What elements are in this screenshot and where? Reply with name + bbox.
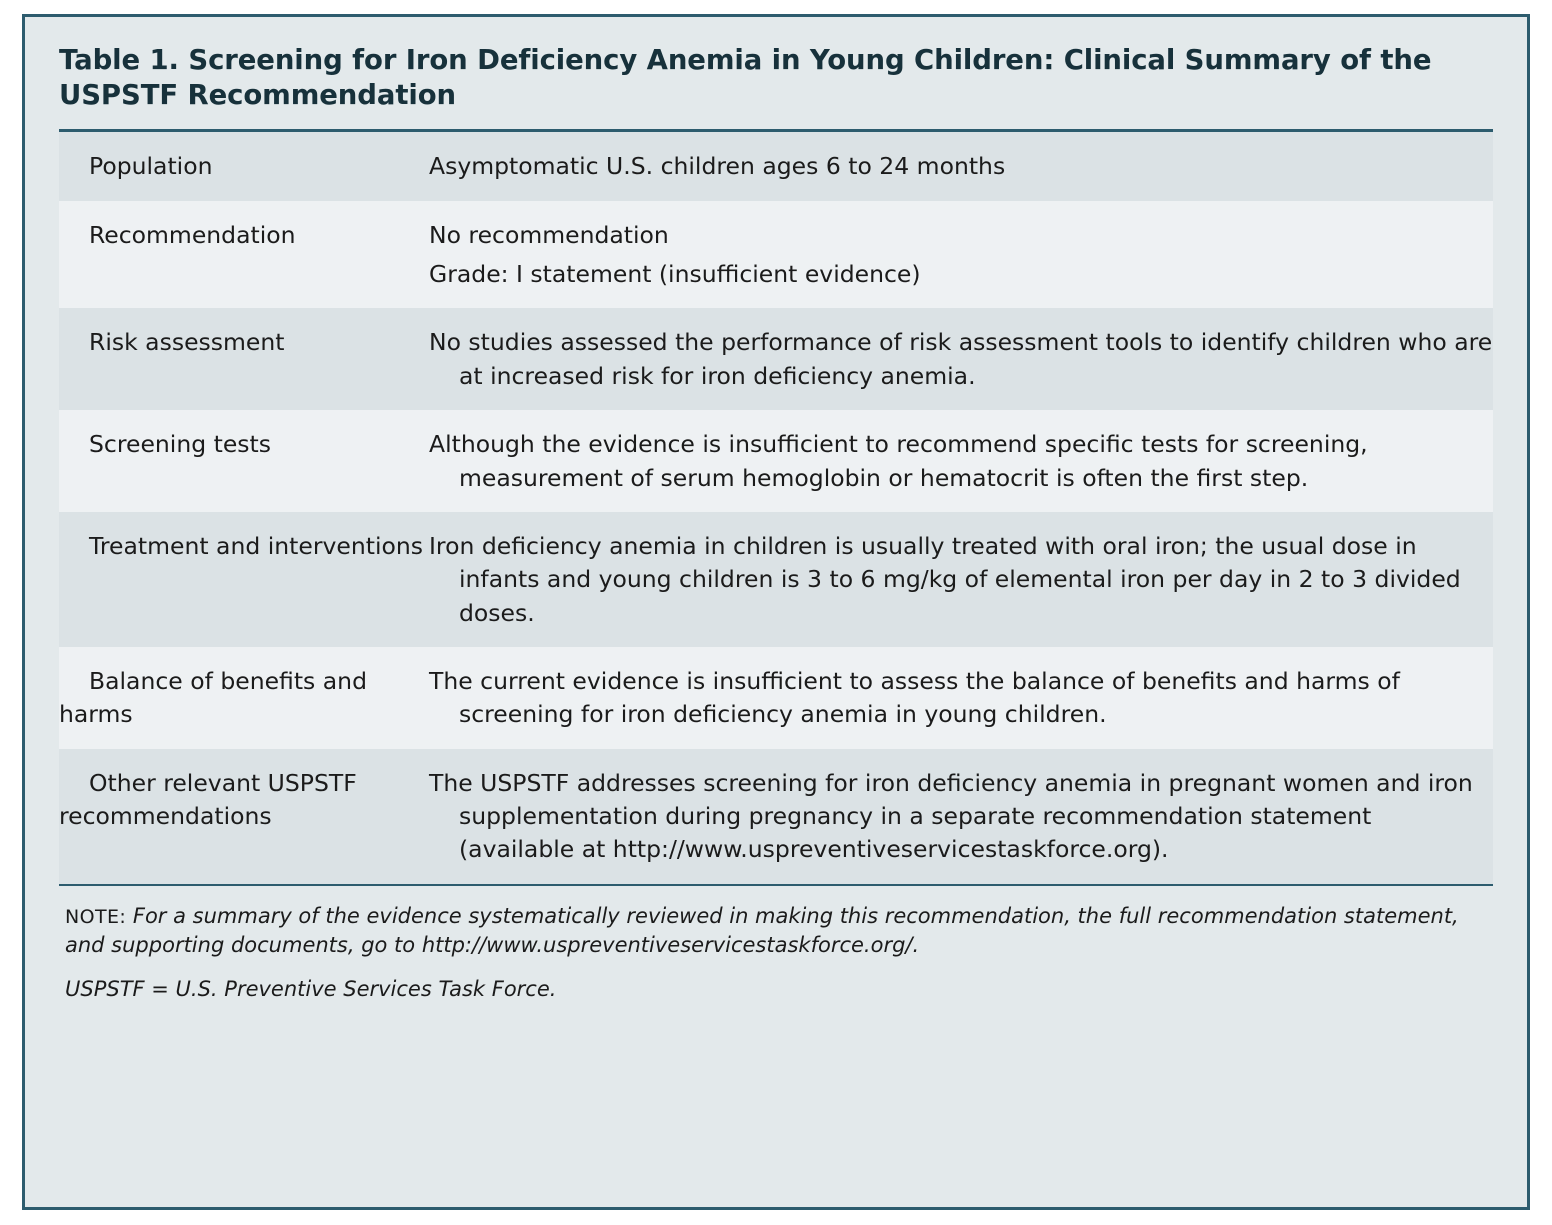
table-inner (25, 17, 1527, 1004)
abbreviation-text: USPSTF = U.S. Preventive Services Task Force. (65, 976, 557, 1001)
table-row (59, 512, 1493, 647)
table-row (59, 201, 1493, 309)
row-label: Population (59, 132, 429, 200)
row-value: The current evidence is insufficient to assess the balance of benefits and harms of screening for iron deficiency anemia in young children. (429, 647, 1493, 749)
row-label: Treatment and interventions (59, 512, 429, 647)
note-paragraph (65, 902, 1487, 961)
table-row (59, 308, 1493, 410)
row-value: No studies assessed the performance of risk assessment tools to identify children who are at increased risk for iron deficiency anemia. (429, 308, 1493, 410)
row-value: Asymptomatic U.S. children ages 6 to 24 months (429, 132, 1493, 200)
table-row (59, 749, 1493, 884)
row-value: The USPSTF addresses screening for iron deficiency anemia in pregnant women and iron supplementation during pregnancy in a separate recommendation statement (available at http://www.uspreventiveservicestaskforce.org). (429, 749, 1493, 884)
note-label: NOTE: (65, 905, 127, 928)
row-label: Balance of benefits and harms (59, 647, 429, 749)
note-text: For a summary of the evidence systematically reviewed in making this recommendation, the full recommendation statement, and supporting documents, go to http://www.uspreventiveservicestaskforce.org/. (65, 903, 1459, 958)
summary-table (59, 132, 1493, 883)
abbreviation-paragraph (65, 975, 1487, 1004)
table-row (59, 132, 1493, 200)
row-label: Risk assessment (59, 308, 429, 410)
row-value: No recommendation Grade: I statement (insufficient evidence) (429, 201, 1493, 309)
table-notes (59, 886, 1493, 1004)
row-label: Recommendation (59, 201, 429, 309)
row-value: Although the evidence is insufficient to recommend specific tests for screening, measurement of serum hemoglobin or hematocrit is often the first step. (429, 410, 1493, 512)
table-row (59, 410, 1493, 512)
row-value: Iron deficiency anemia in children is usually treated with oral iron; the usual dose in infants and young children is 3 to 6 mg/kg of elemental iron per day in 2 to 3 divided doses. (429, 512, 1493, 647)
row-label: Screening tests (59, 410, 429, 512)
page-title: Table 1. Screening for Iron Deficiency Anemia in Young Children: Clinical Summary of the USPSTF Recommendation (59, 44, 1432, 112)
table-container (22, 14, 1530, 1210)
row-label: Other relevant USPSTF recommendations (59, 749, 429, 884)
table-row (59, 647, 1493, 749)
